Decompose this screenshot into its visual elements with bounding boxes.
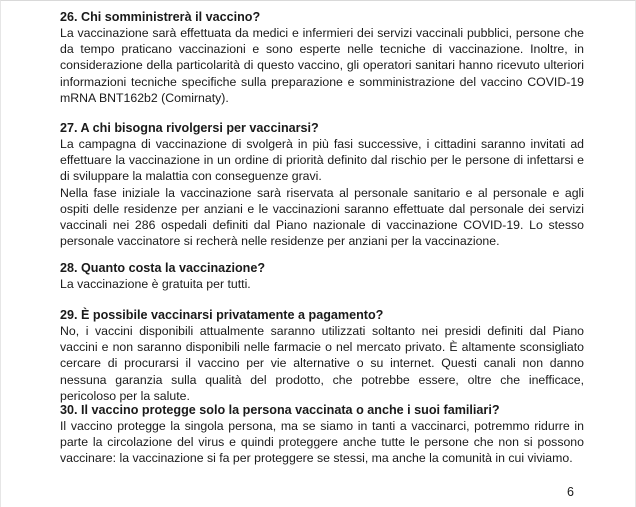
section-heading: 28. Quanto costa la vaccinazione? (60, 261, 266, 275)
section-paragraph: No, i vaccini disponibili attualmente saranno utilizzati soltanto nei presidi definiti dal Piano vaccini e non saranno disponibili nelle farmacie o nel mercato privato. È altamente sconsigliato cercare di procurarsi il vaccino per vie alternative o su internet. Questi canali non danno nessuna garanzia sulla qualità del prodotto, che potrebbe essere, oltre che inefficace, pericoloso per la salute. (60, 324, 584, 403)
section-heading: 26. Chi somministrerà il vaccino? (60, 10, 261, 24)
section-heading: 27. A chi bisogna rivolgersi per vaccinarsi? (60, 121, 319, 135)
section-heading: 29. È possibile vaccinarsi privatamente a pagamento? (60, 308, 384, 322)
page-number: 6 (567, 485, 574, 499)
section-paragraph: La vaccinazione è gratuita per tutti. (60, 277, 251, 291)
section-heading: 30. Il vaccino protegge solo la persona vaccinata o anche i suoi familiari? (60, 403, 500, 417)
faq-section-29 (60, 307, 584, 404)
faq-section-26 (60, 9, 584, 106)
faq-section-30 (60, 402, 584, 467)
section-paragraph: Il vaccino protegge la singola persona, ma se siamo in tanti a vaccinarci, potremmo ridurre in parte la circolazione del virus e quindi proteggere anche tutte le persone che non si possono vaccinare: la vaccinazione si fa per proteggere se stessi, ma anche la comunità in cui viviamo. (60, 419, 584, 466)
faq-section-28 (60, 260, 584, 292)
section-paragraph: La vaccinazione sarà effettuata da medici e infermieri dei servizi vaccinali pubblici, persone che da tempo praticano vaccinazioni e sono esperte nelle tecniche di vaccinazione. Inoltre, in considerazione della particolarità di questo vaccino, gli operatori sanitari hanno ricevuto ulteriori informazioni tecniche specifiche sulla preparazione e somministrazione del vaccino COVID-19 mRNA BNT162b2 (Comirnaty). (60, 26, 584, 105)
section-paragraph: La campagna di vaccinazione di svolgerà in più fasi successive, i cittadini saranno invitati ad effettuare la vaccinazione in un ordine di priorità definito dal rischio per le persone di infettarsi e di sviluppare la malattia con conseguenze gravi. (60, 137, 584, 184)
faq-section-27 (60, 120, 584, 249)
section-paragraph: Nella fase iniziale la vaccinazione sarà riservata al personale sanitario e al personale e agli ospiti delle residenze per anziani e le vaccinazioni saranno effettuate dal personale dei servizi vaccinali nei 286 ospedali definiti dal Piano nazionale di vaccinazione COVID-19. Lo stesso personale vaccinatore si recherà nelle residenze per anziani per la vaccinazione. (60, 185, 584, 249)
